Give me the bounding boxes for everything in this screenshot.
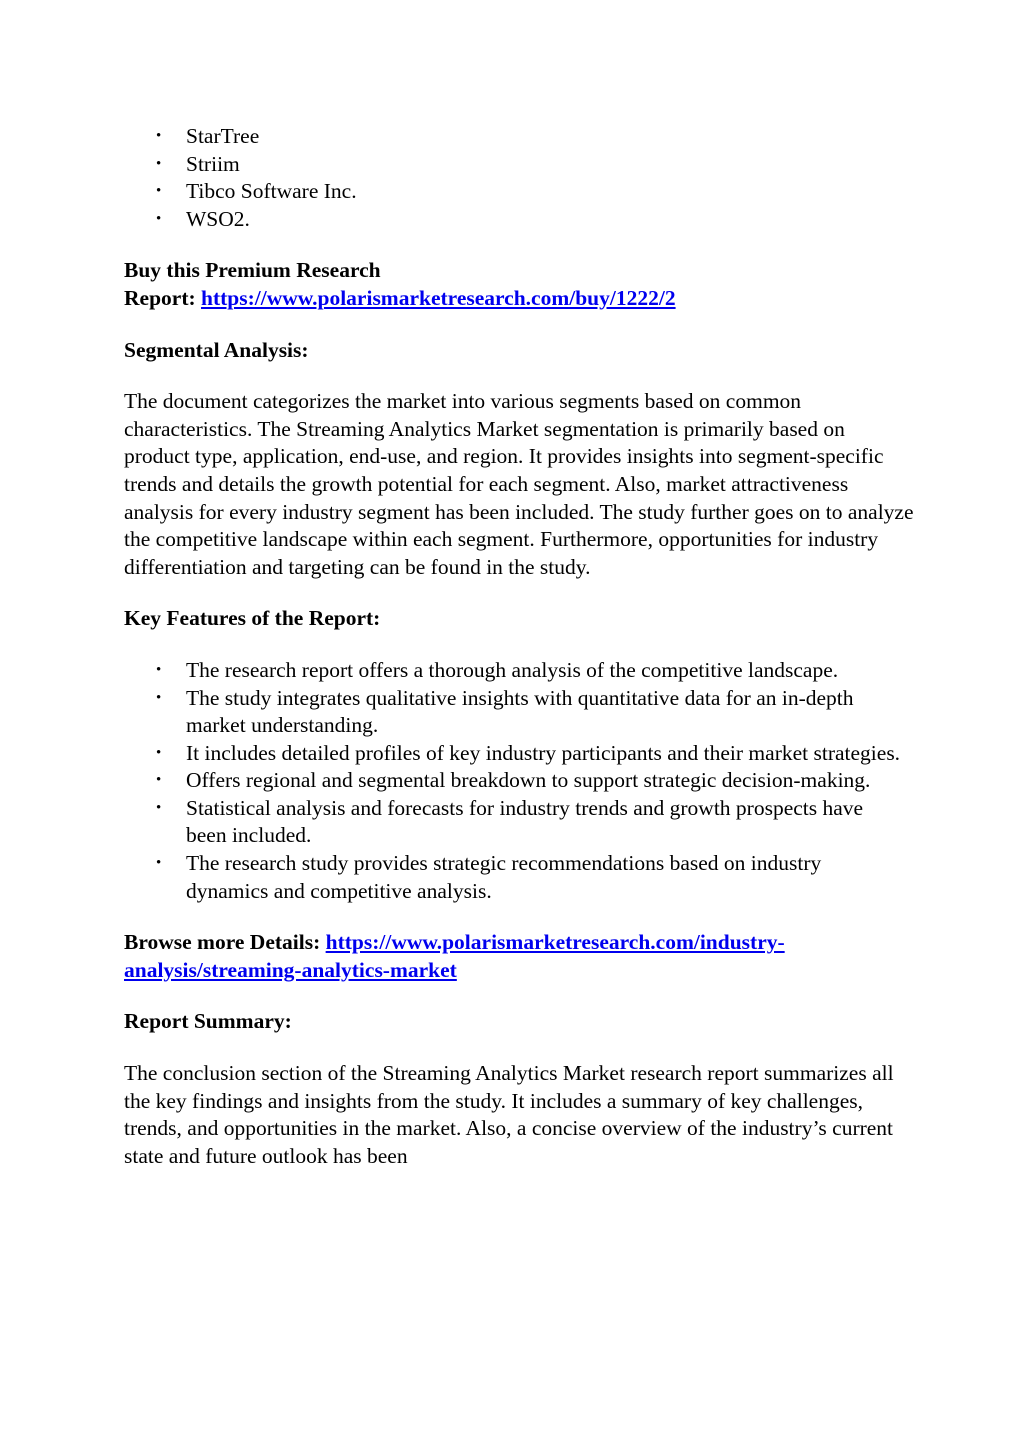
buy-report-link[interactable]: https://www.polarismarketresearch.com/buy/1222/2: [201, 285, 676, 310]
browse-paragraph: [124, 929, 914, 984]
report-summary-body: The conclusion section of the Streaming Analytics Market research report summarizes all the key findings and insights from the study. It includes a summary of key challenges, trends, and opportunities in the market. Also, a concise overview of the industry’s current state and future outlook has been: [124, 1061, 894, 1168]
bullet-icon: •: [156, 744, 162, 761]
list-item: • The research study provides strategic recommendations based on industry dynamics and competitive analysis.: [156, 851, 822, 903]
list-item: • Statistical analysis and forecasts for industry trends and growth prospects have been included.: [156, 795, 864, 848]
key-features-list: [124, 657, 914, 905]
segmental-body: The document categorizes the market into various segments based on common characteristics. The Streaming Analytics Market segmentation is primarily based on product type, application, end-use, and region. It provides insights into segment-specific trends and details the growth potential for each segment. Also, market attractiveness analysis for every industry segment has been included. The study further goes on to analyze the competitive landscape within each segment. Furthermore, opportunities for industry differentiation and targeting can be found in the study.: [124, 389, 914, 579]
bullet-icon: •: [156, 772, 162, 789]
browse-link[interactable]: https://www.polarismarketresearch.com/industry- analysis/streaming-analytics-market: [124, 930, 785, 982]
buy-report-heading: Buy this Premium Research: [124, 258, 381, 283]
report-summary-heading: Report Summary:: [124, 1009, 292, 1034]
buy-report-paragraph: [124, 257, 914, 312]
list-item: • Tibco Software Inc.: [124, 178, 914, 206]
bullet-icon: •: [156, 799, 162, 816]
bullet-icon: •: [156, 128, 162, 144]
bullet-icon: •: [156, 855, 162, 872]
list-item: • The study integrates qualitative insights with quantitative data for an in-depth market understanding.: [156, 685, 854, 738]
bullet-icon: •: [156, 155, 162, 172]
key-features-heading: Key Features of the Report:: [124, 606, 381, 631]
bullet-icon: •: [156, 689, 162, 706]
browse-label: Browse more Details:: [124, 930, 326, 955]
buy-report-label: Report:: [124, 285, 202, 310]
list-item: • WSO2.: [124, 206, 914, 234]
list-item: • Offers regional and segmental breakdown to support strategic decision-making.: [124, 767, 904, 795]
bullet-icon: •: [156, 661, 162, 678]
document-content: [124, 123, 914, 1170]
bullet-icon: •: [156, 183, 162, 200]
list-item: • StarTree: [124, 123, 914, 151]
list-item: • The research report offers a thorough analysis of the competitive landscape.: [124, 657, 904, 685]
company-list: [124, 123, 914, 233]
segmental-heading: Segmental Analysis:: [124, 337, 309, 362]
list-item: • Striim: [124, 151, 914, 179]
bullet-icon: •: [156, 210, 162, 227]
list-item: • It includes detailed profiles of key industry participants and their market strategies.: [124, 740, 904, 768]
